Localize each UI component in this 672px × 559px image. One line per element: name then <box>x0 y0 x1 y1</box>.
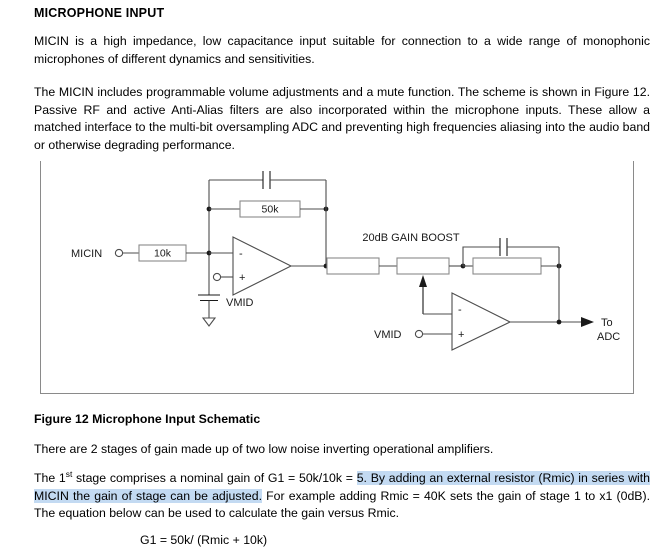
paragraph-micin-description: MICIN is a high impedance, low capacitance input suitable for connection to a wide range of monophonic microphones of different dynamics and sensitivities. <box>34 34 650 66</box>
opamp-stage1-body <box>233 237 291 295</box>
figure-caption: Figure 12 Microphone Input Schematic <box>34 412 261 426</box>
figure-12-schematic-box <box>40 161 634 394</box>
ordinal-superscript: st <box>65 468 73 479</box>
gain-boost-label: 20dB GAIN BOOST <box>362 232 460 244</box>
paragraph-two-stages: There are 2 stages of gain made up of two low noise inverting operational amplifiers. <box>34 442 494 456</box>
paragraph-gain-equation-description <box>34 470 650 523</box>
vmid-stage1-terminal-circle <box>213 273 220 280</box>
section-title: MICROPHONE INPUT <box>34 6 165 20</box>
vmid-stage1-label: VMID <box>226 297 254 309</box>
highlighted-selection-text[interactable]: 5. By adding an external resistor (Rmic) in series with MICIN the gain of stage can be adjusted. <box>34 471 650 503</box>
wiper-arrow-icon <box>419 275 427 287</box>
micin-terminal-circle <box>115 249 122 256</box>
resistor-chain-1-body <box>327 258 379 274</box>
node-dot-opamp2-output <box>557 320 562 325</box>
opamp-stage1-plus-label: + <box>239 272 246 284</box>
gain-text-nominal: stage comprises a nominal gain of G1 = 50k/10k = <box>72 471 357 485</box>
resistor-chain-2-body <box>397 258 449 274</box>
ground-symbol <box>203 318 215 326</box>
opamp-stage2-plus-label: + <box>458 329 465 341</box>
opamp-stage1-minus-label: - <box>239 248 243 260</box>
resistor-chain-3-body <box>473 258 541 274</box>
adc-output-label-line1: To <box>601 317 613 329</box>
resistor-50k-label: 50k <box>261 203 279 216</box>
gain-text-suffix: For example adding Rmic = 40K sets the gain of stage 1 to x1 (0dB). The equation below can be used to calculate the gain versus Rmic. <box>34 488 650 520</box>
gain-text-prefix: The 1 <box>34 471 66 485</box>
opamp-stage2-body <box>452 293 510 350</box>
resistor-10k-label: 10k <box>154 247 171 260</box>
vmid-stage2-label: VMID <box>374 329 402 341</box>
microphone-input-schematic <box>41 161 635 394</box>
micin-input-label: MICIN <box>71 248 103 260</box>
opamp-stage2-minus-label: - <box>458 304 462 316</box>
vmid-stage2-terminal-circle <box>415 330 422 337</box>
adc-output-label-line2: ADC <box>597 331 621 343</box>
gain-equation: G1 = 50k/ (Rmic + 10k) <box>140 533 268 547</box>
paragraph-micin-features: The MICIN includes programmable volume adjustments and a mute function. The scheme is shown in Figure 12. Passive RF and active Anti-Alias filters are also incorporated within the microphone inputs. These allow a matched interface to the multi-bit oversampling ADC and preventing high frequencies aliasing into the audio band or otherwise degrading performance. <box>34 85 650 152</box>
adc-output-arrow-icon <box>581 317 594 327</box>
